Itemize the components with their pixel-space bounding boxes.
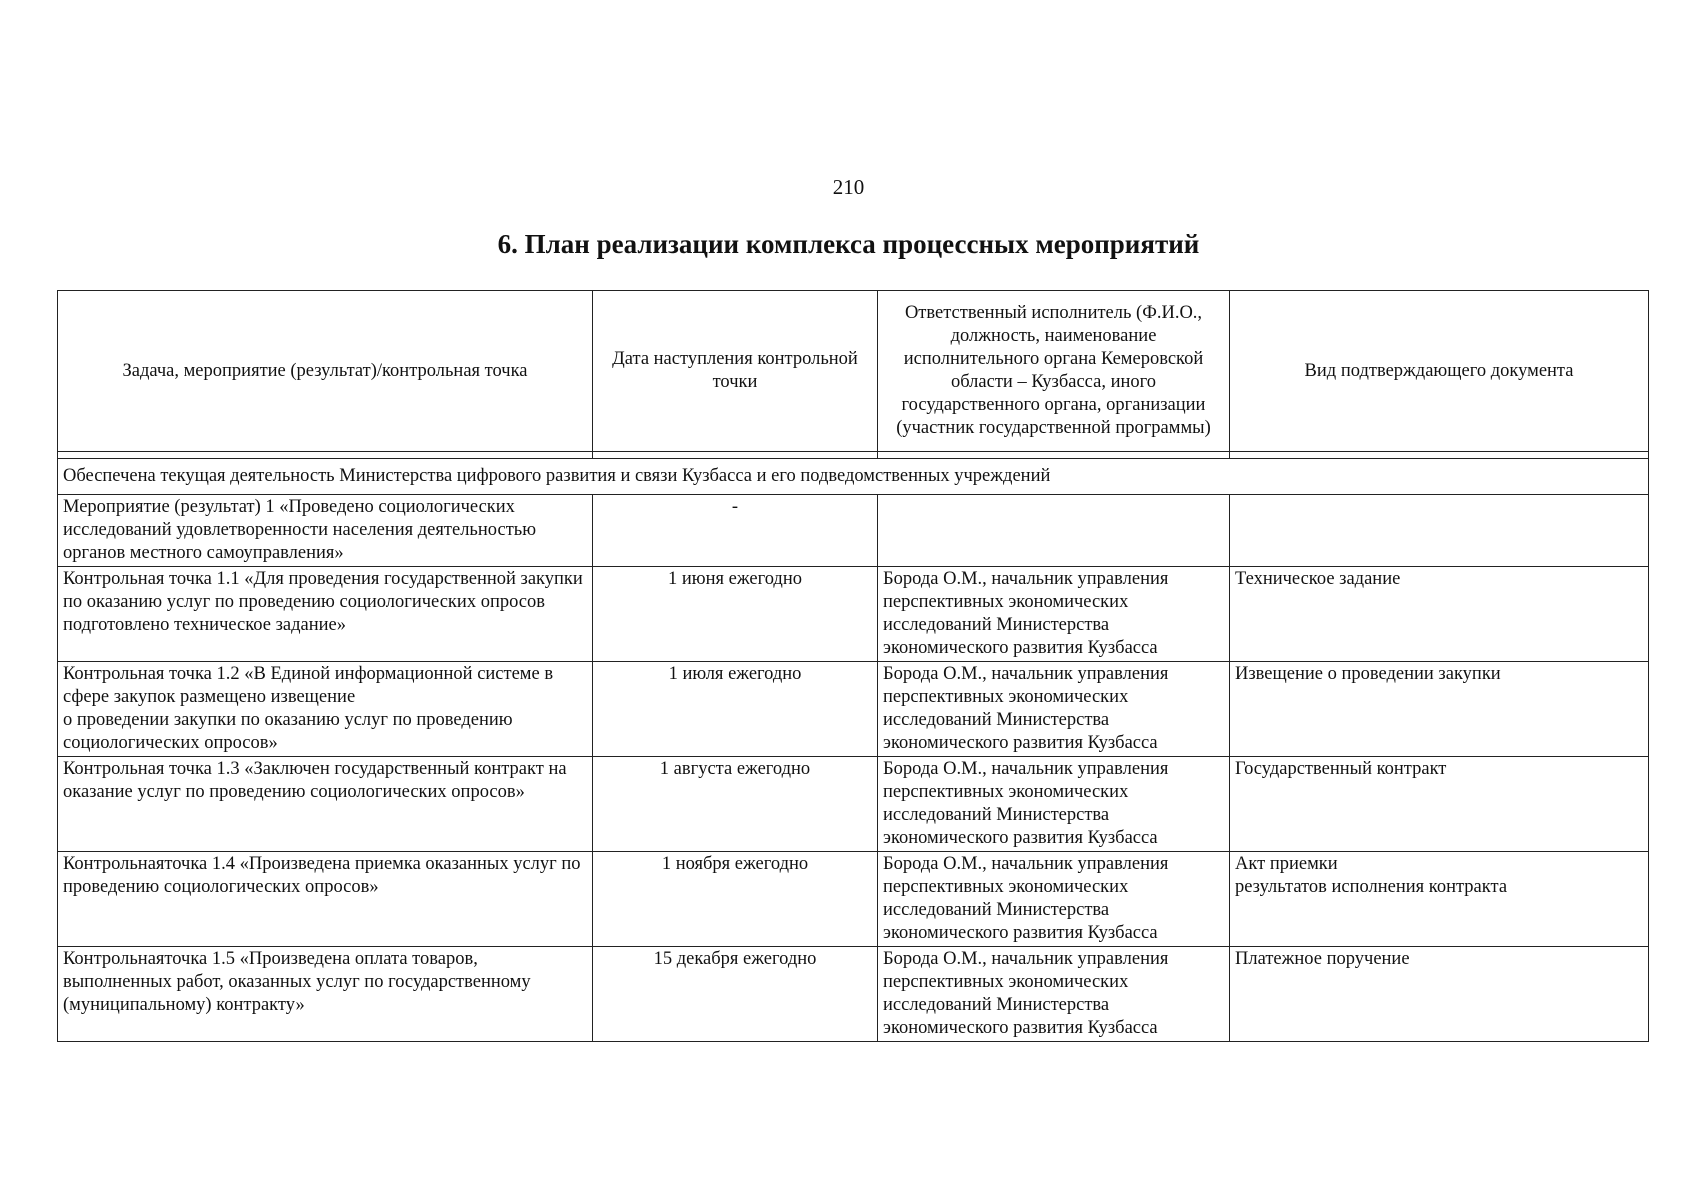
row-date: 1 июня ежегодно [593, 567, 878, 662]
row-task [58, 662, 593, 757]
row-responsible: Борода О.М., начальник управления перспективных экономических исследований Министерства экономического развития Кузбасса [878, 947, 1230, 1042]
row-date: - [593, 495, 878, 567]
row-task-line: Контрольная точка 1.2 «В Единой информационной системе в сфере закупок размещено извещение [63, 664, 554, 707]
row-responsible: Борода О.М., начальник управления перспективных экономических исследований Министерства экономического развития Кузбасса [878, 567, 1230, 662]
row-task: Контрольная точка 1.3 «Заключен государственный контракт на оказание услуг по проведению социологических опросов» [58, 757, 593, 852]
table-row [58, 495, 1649, 567]
row-date: 1 июля ежегодно [593, 662, 878, 757]
header-document: Вид подтверждающего документа [1230, 291, 1649, 452]
table-row [58, 567, 1649, 662]
row-document [1230, 852, 1649, 947]
implementation-plan-table [57, 290, 1649, 1042]
row-document [1230, 495, 1649, 567]
table-gap-row [58, 452, 1649, 459]
row-document-line: результатов исполнения контракта [1235, 877, 1508, 897]
row-document: Техническое задание [1230, 567, 1649, 662]
table-row [58, 662, 1649, 757]
header-task: Задача, мероприятие (результат)/контрольная точка [58, 291, 593, 452]
row-responsible [878, 495, 1230, 567]
row-responsible: Борода О.М., начальник управления перспективных экономических исследований Министерства экономического развития Кузбасса [878, 852, 1230, 947]
row-document-line: Акт приемки [1235, 854, 1338, 874]
table-row [58, 852, 1649, 947]
row-responsible: Борода О.М., начальник управления перспективных экономических исследований Министерства экономического развития Кузбасса [878, 757, 1230, 852]
page-title: 6. План реализации комплекса процессных мероприятий [497, 229, 1200, 259]
row-task: Контрольнаяточка 1.5 «Произведена оплата товаров, выполненных работ, оказанных услуг по государственному (муниципальному) контракту» [58, 947, 593, 1042]
row-responsible: Борода О.М., начальник управления перспективных экономических исследований Министерства экономического развития Кузбасса [878, 662, 1230, 757]
table-header-row [58, 291, 1649, 452]
header-responsible: Ответственный исполнитель (Ф.И.О., должность, наименование исполнительного органа Кемеровской области – Кузбасса, иного государственного органа, организации (участник государственной программы) [878, 291, 1230, 452]
section-row [58, 459, 1649, 495]
row-task: Мероприятие (результат) 1 «Проведено социологических исследований удовлетворенности населения деятельностью органов местного самоуправления» [58, 495, 593, 567]
row-task-line: о проведении закупки по оказанию услуг по проведению социологических опросов» [63, 710, 513, 753]
row-document: Извещение о проведении закупки [1230, 662, 1649, 757]
row-document: Платежное поручение [1230, 947, 1649, 1042]
row-document: Государственный контракт [1230, 757, 1649, 852]
row-task: Контрольная точка 1.1 «Для проведения государственной закупки по оказанию услуг по проведению социологических опросов подготовлено техническое задание» [58, 567, 593, 662]
page-number: 210 [832, 175, 865, 199]
header-date: Дата наступления контрольной точки [593, 291, 878, 452]
section-title: Обеспечена текущая деятельность Министерства цифрового развития и связи Кузбасса и его подведомственных учреждений [58, 459, 1649, 495]
table-row [58, 947, 1649, 1042]
table-row [58, 757, 1649, 852]
row-date: 1 ноября ежегодно [593, 852, 878, 947]
row-date: 1 августа ежегодно [593, 757, 878, 852]
row-task: Контрольнаяточка 1.4 «Произведена приемка оказанных услуг по проведению социологических опросов» [58, 852, 593, 947]
row-date: 15 декабря ежегодно [593, 947, 878, 1042]
